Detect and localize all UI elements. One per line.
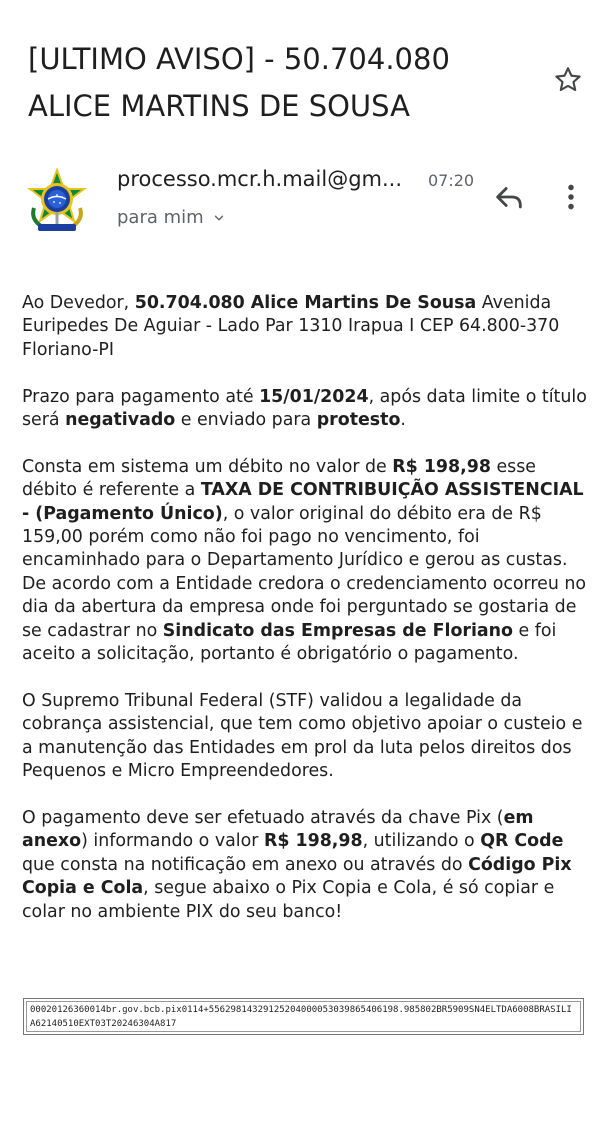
- sender-header: [0, 162, 600, 252]
- recipient-label: para mim: [117, 207, 204, 228]
- sender-address[interactable]: processo.mcr.h.mail@gm...: [117, 167, 403, 191]
- pix-code[interactable]: 00020126360014br.gov.bcb.pix0114+5562981432912520400005303986540619​8.985802BR5909SN4ELTDA6008BRASILIA62140510EXT03T20246304A817: [26, 1001, 581, 1032]
- more-vertical-icon[interactable]: [558, 180, 584, 214]
- avatar[interactable]: [24, 168, 90, 234]
- reply-icon[interactable]: [492, 180, 526, 214]
- email-time: 07:20: [428, 171, 475, 190]
- email-subject: [28, 36, 498, 130]
- payment-paragraph: O pagamento deve ser efetuado através da chave Pix (em anexo) informando o valor R$ 198,98, utilizando o QR Code que consta na notificação em anexo ou através do Código Pix Copia e Cola, segue abaixo o Pix Copia e Cola, é só copiar e colar no ambiente PIX do seu banco!: [22, 807, 572, 922]
- stf-paragraph: O Supremo Tribunal Federal (STF) validou a legalidade da cobrança assistencial, que tem como objetivo apoiar o custeio e a manutenção das Entidades em prol da luta pelos direitos dos Pequenos e Micro Empreendedores.: [22, 690, 583, 782]
- creditor-paragraph: De acordo com a Entidade credora o credenciamento ocorreu no dia da abertura da empresa onde foi perguntado se gostaria de se cadastrar no Sindicato das Empresas de Floriano e foi aceito a solicitação, portanto é obrigatório o pagamento.: [22, 573, 587, 665]
- email-body: [22, 292, 587, 947]
- recipient-toggle[interactable]: [117, 207, 226, 228]
- star-icon[interactable]: [552, 64, 584, 96]
- subject-line-2: ALICE MARTINS DE SOUSA: [28, 89, 410, 123]
- deadline-paragraph: Prazo para pagamento até 15/01/2024, após data limite o título será negativado e enviado para protesto.: [22, 386, 587, 431]
- debtor-paragraph: Ao Devedor, 50.704.080 Alice Martins De Sousa Avenida Euripedes De Aguiar - Lado Par 1310 Irapua I CEP 64.800-370 Floriano-PI: [22, 293, 560, 360]
- chevron-down-icon: [212, 211, 226, 225]
- subject-line-1: [ULTIMO AVISO] - 50.704.080: [28, 42, 450, 76]
- pix-code-box[interactable]: [23, 998, 584, 1035]
- debt-paragraph: Consta em sistema um débito no valor de R$ 198,98 esse débito é referente a TAXA DE CONTRIBUIÇÃO ASSISTENCIAL - (Pagamento Único), o valor original do débito era de R$ 159,00 porém como não foi pago no vencimento, foi encaminhado para o Departamento Jurídico e gerou as custas.: [22, 456, 584, 571]
